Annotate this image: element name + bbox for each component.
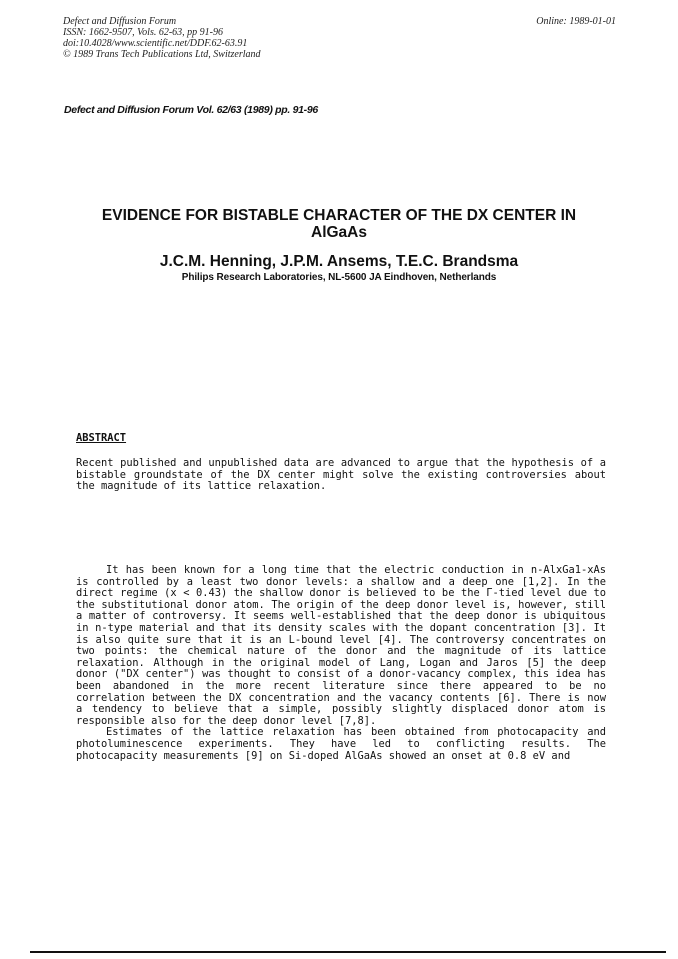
doi-line: doi:10.4028/www.scientific.net/DDF.62-63.91 [63, 38, 248, 49]
body-paragraph-1: It has been known for a long time that the electric conduction in n-AlxGa1-xAs is controlled by a least two donor levels: a shallow and a deep one [1,2]. In the direct regime (x < 0.43) the shallow donor is believed to be the Γ-tied level due to the substitutional donor atom. The origin of the deep donor level is, however, still a matter of controversy. It seems well-established that the deep donor is ubiquitous in n-type material and that its density scales with the dopant concentration [3]. It is also quite sure that it is an L-bound level [4]. The controversy concentrates on two points: the chemical nature of the donor and the magnitude of its lattice relaxation. Although in the original model of Lang, Logan and Jaros [5] the deep donor ("DX center") was thought to consist of a donor-vacancy complex, this idea has been abandoned in the more recent literature since there appeared to be no correlation between the DX concentration and the vacancy contents [6]. There is now a tendency to believe that a simple, possibly slightly displaced donor atom is responsible also for the deep donor level [7,8]. [76, 564, 606, 727]
journal-header [63, 16, 261, 60]
title-line-1: EVIDENCE FOR BISTABLE CHARACTER OF THE DX CENTER IN [101, 207, 577, 224]
abstract-heading: ABSTRACT [76, 432, 127, 444]
authors: J.C.M. Henning, J.P.M. Ansems, T.E.C. Brandsma [159, 253, 519, 270]
paper-title [60, 207, 618, 241]
title-line-2: AlGaAs [311, 224, 367, 241]
affiliation: Philips Research Laboratories, NL-5600 JA Eindhoven, Netherlands [181, 272, 497, 283]
issn-line: ISSN: 1662-9507, Vols. 62-63, pp 91-96 [63, 27, 223, 38]
footer-rule [30, 951, 666, 953]
body-text [76, 565, 606, 762]
copyright-line: © 1989 Trans Tech Publications Ltd, Switzerland [63, 49, 261, 60]
abstract-text [76, 458, 606, 493]
body-paragraph-2: Estimates of the lattice relaxation has been obtained from photocapacity and photoluminescence experiments. They have led to conflicting results. The photocapacity measurements [9] on Si-doped AlGaAs showed an onset at 0.8 eV and [76, 726, 606, 762]
journal-name: Defect and Diffusion Forum [63, 16, 177, 27]
online-date: Online: 1989-01-01 [536, 16, 616, 27]
citation: Defect and Diffusion Forum Vol. 62/63 (1989) pp. 91-96 [64, 104, 318, 116]
abstract-paragraph: Recent published and unpublished data are advanced to argue that the hypothesis of a bistable groundstate of the DX center might solve the existing controversies about the magnitude of its lattice relaxation. [76, 457, 606, 493]
